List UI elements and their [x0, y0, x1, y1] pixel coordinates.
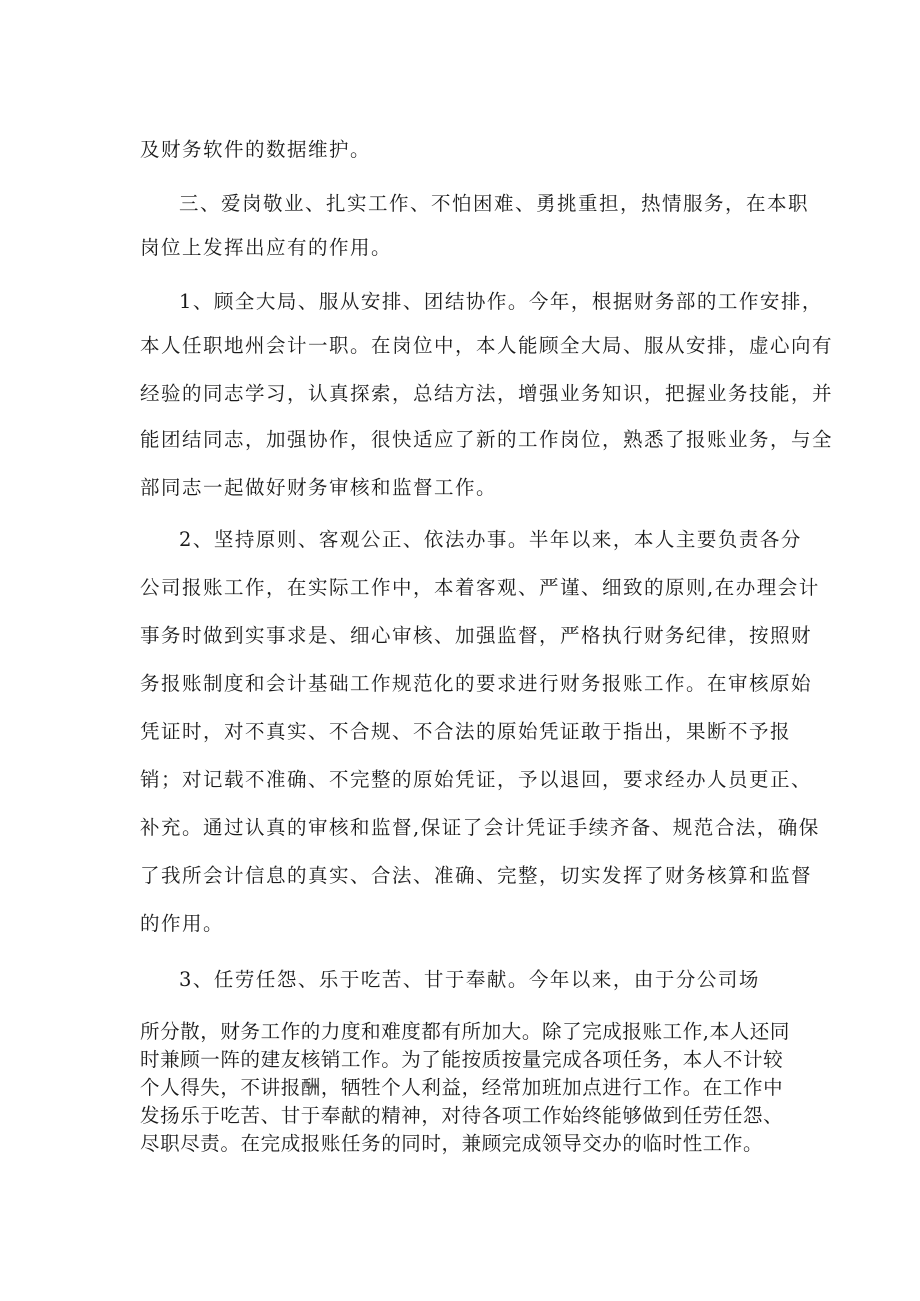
- paragraph-line: 本人任职地州会计一职。在岗位中，本人能顾全大局、服从安排，虚心向有: [140, 333, 834, 357]
- paragraph-line: 部同志一起做好财务审核和监督工作。: [140, 475, 498, 499]
- paragraph-line: 时兼顾一阵的建友核销工作。为了能按质按量完成各项任务，本人不计较: [140, 1047, 784, 1071]
- text-line: 及财务软件的数据维护。: [140, 137, 372, 161]
- paragraph-line: 凭证时，对不真实、不合规、不合法的原始凭证敢于指出，果断不予报: [140, 719, 792, 743]
- paragraph-line: 个人得失，不讲报酬，牺牲个人利益，经常加班加点进行工作。在工作中: [140, 1075, 784, 1099]
- paragraph-line: 所分散，财务工作的力度和难度都有所加大。除了完成报账工作,本人还同: [140, 1019, 790, 1043]
- paragraph-line: 2、坚持原则、客观公正、依法办事。半年以来，本人主要负责各分: [179, 527, 802, 551]
- section-heading: 三、爱岗敬业、扎实工作、不怕困难、勇挑重担，热情服务，在本职: [179, 191, 810, 215]
- paragraph-line: 了我所会计信息的真实、合法、准确、完整，切实发挥了财务核算和监督: [140, 863, 813, 887]
- paragraph-line: 事务时做到实事求是、细心审核、加强监督，严格执行财务纪律，按照财: [140, 623, 813, 647]
- paragraph-line: 能团结同志，加强协作，很快适应了新的工作岗位，熟悉了报账业务，与全: [140, 427, 834, 451]
- paragraph-line: 发扬乐于吃苦、甘于奉献的精神，对待各项工作始终能够做到任劳任怨、: [140, 1103, 784, 1127]
- paragraph-line: 的作用。: [140, 911, 225, 935]
- paragraph-line: 尽职尽责。在完成报账任务的同时，兼顾完成领导交办的临时性工作。: [140, 1131, 764, 1155]
- paragraph-line: 销；对记载不准确、不完整的原始凭证，予以退回，要求经办人员更正、: [140, 767, 813, 791]
- paragraph-line: 3、任劳任怨、乐于吃苦、甘于奉献。今年以来，由于分公司场: [179, 967, 760, 991]
- paragraph-line: 公司报账工作，在实际工作中，本着客观、严谨、细致的原则,在办理会计: [140, 575, 820, 599]
- section-heading: 岗位上发挥出应有的作用。: [140, 235, 393, 259]
- paragraph-line: 补充。通过认真的审核和监督,保证了会计凭证手续齐备、规范合法，确保: [140, 815, 820, 839]
- paragraph-line: 经验的同志学习，认真探索，总结方法，增强业务知识，把握业务技能，并: [140, 381, 834, 405]
- paragraph-line: 务报账制度和会计基础工作规范化的要求进行财务报账工作。在审核原始: [140, 671, 813, 695]
- paragraph-line: 1、顾全大局、服从安排、团结协作。今年，根据财务部的工作安排，: [179, 289, 823, 313]
